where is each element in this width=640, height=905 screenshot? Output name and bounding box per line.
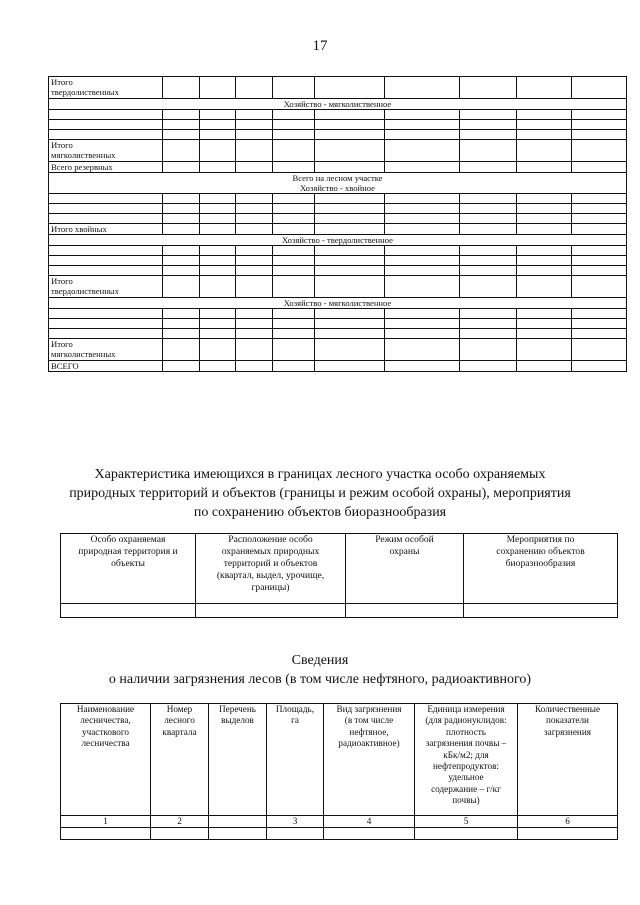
table-row xyxy=(61,604,618,618)
row-label: Итого хвойных xyxy=(49,224,163,235)
section-header-softwood-2: Хозяйство - мягколиственное xyxy=(49,298,627,309)
column-number-row xyxy=(61,816,618,828)
pollution-table xyxy=(60,703,618,840)
col-header-forestry-name: Наименование лесничества, участкового лесничества xyxy=(61,704,151,816)
column-number: 5 xyxy=(415,816,518,828)
row-label: Итого мягколиственных xyxy=(49,339,163,361)
total-softwood-row-1 xyxy=(49,140,627,162)
column-number: 3 xyxy=(267,816,324,828)
total-coniferous-row xyxy=(49,224,627,235)
row-label: ВСЕГО xyxy=(49,361,163,372)
col-header-protection-regime: Режим особой охраны xyxy=(346,534,464,604)
page-number: 17 xyxy=(312,38,328,54)
col-header-plots-list: Перечень выделов xyxy=(209,704,267,816)
column-number: 6 xyxy=(518,816,618,828)
forest-stand-table xyxy=(48,76,627,372)
protected-areas-heading: Характеристика имеющихся в границах лесного участка особо охраняемых природных территорий и объектов (границы и режим особой охраны), мероприятия по сохранению объектов биоразнообразия xyxy=(69,467,571,520)
pollution-heading: Сведения о наличии загрязнения лесов (в том числе нефтяного, радиоактивного) xyxy=(108,653,532,687)
col-header-area: Площадь, га xyxy=(267,704,324,816)
section-header-softwood-1: Хозяйство - мягколиственное xyxy=(49,99,627,110)
protected-areas-table xyxy=(60,533,618,618)
total-softwood-row-2 xyxy=(49,339,627,361)
row-label: Итого твердолиственных xyxy=(49,77,163,99)
table-row xyxy=(61,828,618,840)
col-header-quarter-number: Номер лесного квартала xyxy=(151,704,209,816)
col-header-biodiversity-measures: Мероприятия по сохранению объектов биоразнообразия xyxy=(464,534,618,604)
total-hardwood-row-1 xyxy=(49,77,627,99)
row-label: Итого твердолиственных xyxy=(49,276,163,298)
col-header-pollution-type: Вид загрязнения (в том числе нефтяное, радиоактивное) xyxy=(324,704,415,816)
total-hardwood-row-2 xyxy=(49,276,627,298)
total-reserve-row xyxy=(49,162,627,173)
section-header-total-plot: Всего на лесном участке Хозяйство - хвойное xyxy=(49,173,627,194)
col-header-protected-territory: Особо охраняемая природная территория и объекты xyxy=(61,534,196,604)
column-number: 4 xyxy=(324,816,415,828)
col-header-quantitative-indicators: Количественные показатели загрязнения xyxy=(518,704,618,816)
row-label: Итого мягколиственных xyxy=(49,140,163,162)
col-header-location: Расположение особо охраняемых природных территорий и объектов (квартал, выдел, урочище, границы) xyxy=(196,534,346,604)
column-number: 2 xyxy=(151,816,209,828)
grand-total-row xyxy=(49,361,627,372)
section-header-hardwood: Хозяйство - твердолиственное xyxy=(49,235,627,246)
row-label: Всего резервных xyxy=(49,162,163,173)
column-number xyxy=(209,816,267,828)
column-number: 1 xyxy=(61,816,151,828)
col-header-unit: Единица измерения (для радионуклидов: плотность загрязнения почвы – кБк/м2; для нефтепродуктов: удельное содержание – г/кг почвы) xyxy=(415,704,518,816)
